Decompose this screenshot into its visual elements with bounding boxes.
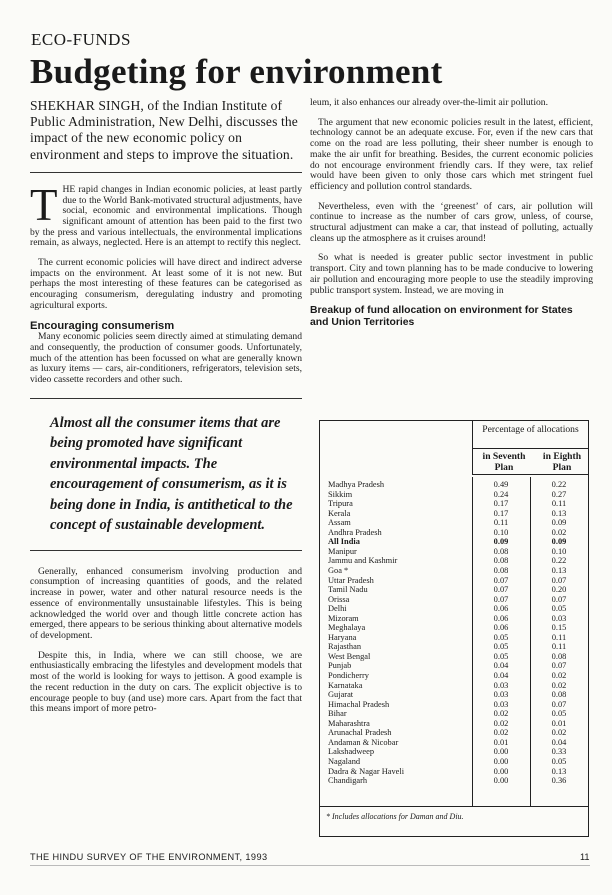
table-cell-seventh: 0.03 — [493, 690, 509, 700]
table-cell-seventh: 0.02 — [493, 718, 509, 728]
table-row — [320, 556, 588, 565]
table-cell-state: Punjab — [328, 661, 352, 671]
table-cell-state: Rajasthan — [328, 642, 362, 652]
table-cell-state: Kerala — [328, 508, 351, 518]
table-cell-eighth: 0.07 — [551, 594, 567, 604]
table-row — [320, 537, 588, 546]
table-cell-eighth: 0.11 — [551, 632, 567, 642]
table-cell-state: Chandigarh — [328, 776, 368, 786]
table-cell-state: Maharashtra — [328, 718, 370, 728]
header-eighth-plan: in Eighth Plan — [542, 451, 582, 473]
headline: Budgeting for environment — [30, 52, 443, 91]
section-label: ECO-FUNDS — [31, 30, 131, 49]
table-cell-state: Himachal Pradesh — [328, 699, 390, 709]
table-row — [320, 585, 588, 594]
table-cell-seventh: 0.10 — [493, 527, 509, 537]
table-cell-state: Uttar Pradesh — [328, 575, 374, 585]
table-row — [320, 490, 588, 499]
table-cell-eighth: 0.07 — [551, 661, 567, 671]
table-cell-seventh: 0.07 — [493, 575, 509, 585]
table-cell-seventh: 0.08 — [493, 556, 509, 566]
table-row — [320, 623, 588, 632]
table-cell-seventh: 0.04 — [493, 671, 509, 680]
table-cell-state: All India — [328, 537, 360, 547]
table-cell-seventh: 0.05 — [493, 632, 509, 642]
table-cell-state: Pondicherry — [328, 671, 369, 680]
table-cell-eighth: 0.20 — [551, 585, 567, 595]
table-cell-state: Haryana — [328, 632, 357, 642]
table-cell-eighth: 0.02 — [551, 680, 567, 690]
table-cell-seventh: 0.03 — [493, 680, 509, 690]
table-cell-eighth: 0.09 — [551, 537, 567, 547]
table-cell-eighth: 0.36 — [551, 776, 567, 786]
table-cell-eighth: 0.13 — [551, 565, 567, 575]
table-cell-state: Andaman & Nicobar — [328, 737, 399, 747]
table-cell-eighth: 0.05 — [551, 756, 567, 766]
table-cell-seventh: 0.00 — [493, 766, 509, 776]
table-cell-eighth: 0.33 — [551, 747, 567, 757]
table-cell-seventh: 0.06 — [493, 613, 509, 623]
table-cell-seventh: 0.49 — [493, 480, 509, 489]
table-cell-eighth: 0.09 — [551, 518, 567, 528]
table-cell-seventh: 0.02 — [493, 728, 509, 738]
table-cell-seventh: 0.05 — [493, 642, 509, 652]
table-cell-seventh: 0.09 — [493, 537, 509, 547]
table-cell-state: Meghalaya — [328, 623, 366, 633]
table-cell-state: Arunachal Pradesh — [328, 728, 392, 738]
table-cell-state: Karnataka — [328, 680, 363, 690]
table-cell-eighth: 0.02 — [551, 671, 567, 680]
table-cell-seventh: 0.02 — [493, 709, 509, 719]
table-row — [320, 671, 588, 680]
table-row — [320, 595, 588, 604]
table-row — [320, 767, 588, 776]
table-cell-eighth: 0.10 — [551, 546, 567, 556]
table-cell-seventh: 0.17 — [493, 499, 509, 509]
page-number: 11 — [580, 852, 590, 862]
table-row — [320, 518, 588, 527]
table-row — [320, 709, 588, 718]
intro-paragraph — [30, 179, 302, 249]
table-cell-eighth: 0.13 — [551, 766, 567, 776]
table-cell-eighth: 0.08 — [551, 690, 567, 700]
table-cell-eighth: 0.22 — [551, 556, 567, 566]
table-cell-state: Manipur — [328, 546, 357, 556]
table-cell-seventh: 0.03 — [493, 699, 509, 709]
table-row — [320, 700, 588, 709]
table-cell-state: Nagaland — [328, 756, 361, 766]
table-row — [320, 661, 588, 670]
table-cell-eighth: 0.02 — [551, 527, 567, 537]
table-cell-state: Mizoram — [328, 613, 359, 623]
table-row — [320, 738, 588, 747]
table-cell-eighth: 0.05 — [551, 604, 567, 614]
table-row — [320, 690, 588, 699]
table-cell-state: Tamil Nadu — [328, 585, 368, 595]
table-cell-state: Lakshadweep — [328, 747, 375, 757]
table-row — [320, 547, 588, 556]
paragraph-policies: The current economic policies will have direct and indirect adverse impacts on the environment. At least some of it is not new. But perhaps the most interesting of these features can be categorised as encouraging consumerism, deregulating industry and promoting agricultural exports. — [30, 257, 302, 311]
pullquote: Almost all the consumer items that are being promoted have significant environmental impacts. The encouragement of consumerism, as it is being done in India, is antithetical to the concept of sustainable development. — [30, 398, 302, 551]
table-cell-eighth: 0.03 — [551, 613, 567, 623]
table-cell-eighth: 0.08 — [551, 651, 567, 661]
table-cell-eighth: 0.11 — [551, 499, 567, 509]
table-row — [320, 728, 588, 737]
table-row — [320, 604, 588, 613]
table-row — [320, 642, 588, 651]
dropcap: T — [30, 179, 58, 230]
table-row — [320, 747, 588, 756]
table-row — [320, 480, 588, 489]
table-cell-eighth: 0.01 — [551, 718, 567, 728]
table-cell-seventh: 0.00 — [493, 747, 509, 757]
table-cell-eighth: 0.11 — [551, 642, 567, 652]
table-cell-seventh: 0.01 — [493, 737, 509, 747]
table-group-header: Percentage of allocations — [472, 421, 588, 449]
table-cell-seventh: 0.24 — [493, 489, 509, 499]
table-cell-state: Sikkim — [328, 489, 353, 499]
table-row — [320, 776, 588, 785]
footer-publication: THE HINDU SURVEY OF THE ENVIRONMENT, 1993 — [30, 852, 268, 862]
table-row — [320, 499, 588, 508]
table-cell-eighth: 0.02 — [551, 728, 567, 738]
table-cell-state: Bihar — [328, 709, 347, 719]
table-cell-eighth: 0.15 — [551, 623, 567, 633]
table-cell-state: Dadra & Nagar Haveli — [328, 766, 405, 776]
table-cell-seventh: 0.00 — [493, 756, 509, 766]
table-cell-state: Orissa — [328, 594, 350, 604]
table-cell-state: Madhya Pradesh — [328, 480, 385, 489]
subhead-consumerism: Encouraging consumerism — [30, 319, 175, 332]
table-cell-seventh: 0.11 — [493, 518, 509, 528]
table-cell-eighth: 0.22 — [551, 480, 567, 489]
table-row — [320, 576, 588, 585]
standfirst-rule — [30, 172, 302, 173]
table-cell-seventh: 0.07 — [493, 585, 509, 595]
header-seventh-plan: in Seventh Plan — [482, 451, 526, 473]
right-column — [310, 98, 593, 345]
table-row — [320, 633, 588, 642]
paragraph-public-transport: So what is needed is greater public sector investment in public transport. City and town planning has to be made conducive to lowering air pollution and encouraging more people to use the steadily improving public transport system. Instead, we are moving in — [310, 252, 593, 296]
table-cell-eighth: 0.07 — [551, 575, 567, 585]
table-cell-state: West Bengal — [328, 651, 371, 661]
table-row — [320, 566, 588, 575]
table-cell-seventh: 0.08 — [493, 565, 509, 575]
paragraph-despite: Despite this, in India, where we can still choose, we are enthusiastically embracing the lifestyles and development models that most of the world is looking for ways to jettison. A good example is the recent reduction in the duty on cars. The explicit objective is to encourage people to buy (and use) more cars. Apart from the fact that this means import of more petro- — [30, 649, 302, 715]
table-cell-eighth: 0.05 — [551, 709, 567, 719]
table-row — [320, 614, 588, 623]
table-title: Breakup of fund allocation on environment for States and Union Territories — [310, 305, 573, 329]
table-footnote: * Includes allocations for Daman and Diu. — [326, 812, 464, 821]
allocation-table — [319, 420, 589, 837]
table-body — [320, 477, 588, 807]
table-cell-seventh: 0.17 — [493, 508, 509, 518]
table-cell-eighth: 0.07 — [551, 699, 567, 709]
paragraph-consumerism: Many economic policies seem directly aimed at stimulating demand and consequently, the production of consumer goods. Unfortunately, much of the attention has been focussed on what are generally known as luxury items — cars, air-conditioners, refrigerators, television sets, video cassette recorders and other such. — [30, 331, 302, 386]
table-cell-state: Andhra Pradesh — [328, 527, 382, 537]
table-cell-state: Goa * — [328, 565, 349, 575]
table-cell-eighth: 0.13 — [551, 508, 567, 518]
table-cell-state: Tripura — [328, 499, 353, 509]
table-cell-state: Assam — [328, 518, 351, 528]
left-column — [30, 98, 302, 724]
table-cell-state: Jammu and Kashmir — [328, 556, 398, 566]
table-cell-state: Gujarat — [328, 690, 354, 700]
standfirst: SHEKHAR SINGH, of the Indian Institute of Public Administration, New Delhi, discusses the impact of the new economic policy on environment and steps to improve the situation. — [30, 98, 298, 162]
table-cell-seventh: 0.06 — [493, 604, 509, 614]
paragraph-nevertheless: Nevertheless, even with the ‘greenest’ of cars, air pollution will continue to increase as the number of cars grow, unless, of course, structural adjustment can make a car, that instead of polluting, actually cleans up the atmosphere as it cruises around! — [310, 200, 593, 244]
table-cell-seventh: 0.00 — [493, 776, 509, 786]
table-column-headers — [472, 449, 588, 475]
paragraph-continued: leum, it also enhances our already over-the-limit air pollution. — [310, 97, 548, 108]
table-cell-seventh: 0.06 — [493, 623, 509, 633]
table-row — [320, 509, 588, 518]
table-row — [320, 652, 588, 661]
table-cell-eighth: 0.27 — [551, 489, 567, 499]
table-row — [320, 528, 588, 537]
table-row — [320, 757, 588, 766]
paragraph-argument: The argument that new economic policies result in the latest, efficient, technology cannot be an adequate excuse. For, even if the new cars that come on the road are less polluting, their sheer number is enough to make the air unfit for breathing. Besides, the current economic policies do not encourage environment friendly cars. If they were, tax relief would have been given to only those cars which met stringent fuel efficiency and pollution control standards. — [310, 116, 593, 192]
table-cell-seventh: 0.08 — [493, 546, 509, 556]
table-cell-seventh: 0.05 — [493, 651, 509, 661]
paragraph-generally: Generally, enhanced consumerism involving production and consumption of increasing quantities of goods, and the related increase in power, water and other natural resource needs is the essence of environmentally unsustainable lifestyles. This is being acknowledged the world over and though little concrete action has emerged, there appears to be serious thinking about alternative models of development. — [30, 565, 302, 641]
table-cell-eighth: 0.04 — [551, 737, 567, 747]
table-row — [320, 681, 588, 690]
intro-text: HE rapid changes in Indian economic policies, at least partly due to the World Bank-motivated structural adjustments, have social, economic and environmental implications. Though significant amount of attention has been paid to the first two by the press and various intellectuals, the environmental implications remain, as always, neglected. Here is an attempt to rectify this neglect. — [30, 183, 302, 249]
table-cell-seventh: 0.04 — [493, 661, 509, 671]
table-cell-seventh: 0.07 — [493, 594, 509, 604]
table-row — [320, 719, 588, 728]
footer-rule — [30, 865, 590, 866]
table-cell-state: Delhi — [328, 604, 347, 614]
